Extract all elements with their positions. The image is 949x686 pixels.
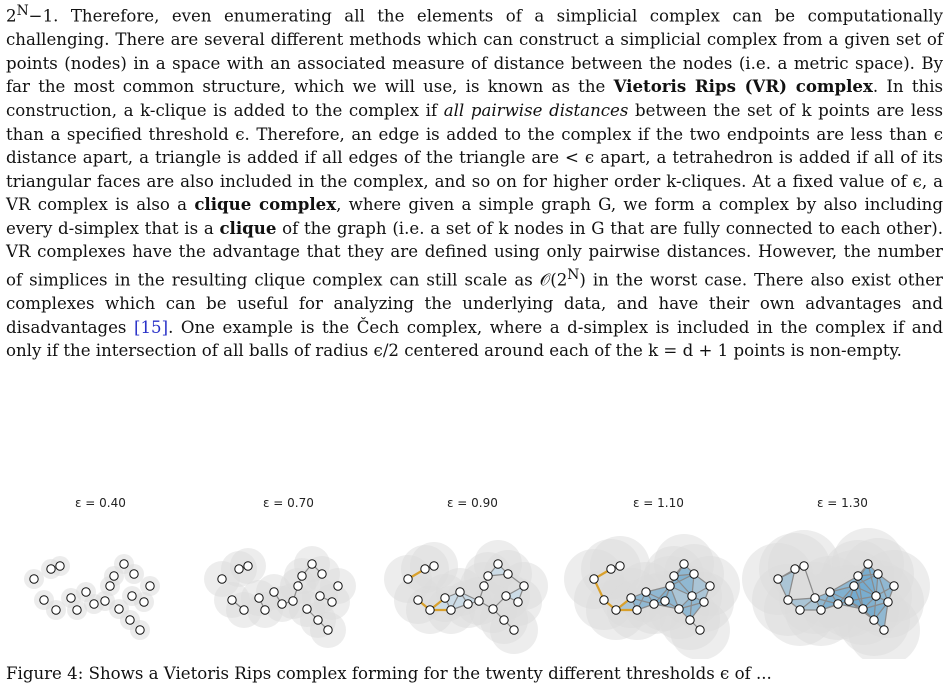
graph-node	[289, 597, 297, 605]
graph-node	[126, 616, 134, 624]
graph-node	[40, 596, 48, 604]
graph-node	[106, 582, 114, 590]
graph-node	[642, 588, 650, 596]
graph-node	[136, 626, 144, 634]
graph-node	[426, 606, 434, 614]
graph-node	[675, 605, 683, 613]
graph-node	[30, 575, 38, 583]
graph-node	[130, 570, 138, 578]
graph-node	[514, 598, 522, 606]
graph-node	[650, 600, 658, 608]
panel-title-5: ε = 1.30	[817, 496, 868, 510]
graph-node	[316, 592, 324, 600]
graph-node	[120, 560, 128, 568]
graph-node	[240, 606, 248, 614]
graph-node	[218, 575, 226, 583]
graph-node	[706, 582, 714, 590]
graph-node	[447, 606, 455, 614]
graph-node	[688, 592, 696, 600]
graph-node	[298, 572, 306, 580]
emphasis: all pairwise distances	[443, 100, 629, 120]
graph-node	[666, 582, 674, 590]
graph-node	[115, 605, 123, 613]
graph-node	[255, 594, 263, 602]
graph-node	[73, 606, 81, 614]
panel-title-4: ε = 1.10	[633, 496, 684, 510]
graph-node	[520, 582, 528, 590]
graph-node	[334, 582, 342, 590]
graph-node	[480, 582, 488, 590]
vr-complex-panels	[0, 484, 949, 659]
graph-node	[859, 605, 867, 613]
term-vietoris-rips: Vietoris Rips (VR) complex	[613, 76, 873, 97]
graph-node	[854, 572, 862, 580]
text-span: . One example is the Čech complex, where a d-simplex is included in the complex if and only if the intersection of all balls of radius ϵ/2 centered around each of the k = d + 1 points is non-empty.	[6, 317, 943, 361]
graph-node	[774, 575, 782, 583]
graph-node	[56, 562, 64, 570]
graph-node	[500, 616, 508, 624]
graph-node	[47, 565, 55, 573]
text-span: ) in the worst case. There also exist other complexes which can be useful for analyzing the underlying data, and have their own advantages and disadvantages	[6, 270, 943, 337]
graph-node	[680, 560, 688, 568]
graph-node	[244, 562, 252, 570]
graph-node	[464, 600, 472, 608]
graph-node	[421, 565, 429, 573]
graph-node	[700, 598, 708, 606]
graph-node	[456, 588, 464, 596]
graph-node	[817, 606, 825, 614]
text-span: . In this construction, a k-clique is added to the complex if	[6, 77, 944, 120]
graph-node	[261, 606, 269, 614]
body-paragraph	[6, 0, 943, 363]
graph-node	[686, 616, 694, 624]
figure-vr-complex	[0, 484, 949, 659]
graph-node	[502, 592, 510, 600]
graph-node	[484, 572, 492, 580]
graph-node	[294, 582, 302, 590]
graph-node	[661, 597, 669, 605]
graph-node	[404, 575, 412, 583]
graph-node	[884, 598, 892, 606]
graph-node	[67, 594, 75, 602]
graph-node	[690, 570, 698, 578]
graph-node	[696, 626, 704, 634]
graph-node	[146, 582, 154, 590]
graph-node	[328, 598, 336, 606]
graph-node	[489, 605, 497, 613]
graph-node	[430, 562, 438, 570]
text-span: −1. Therefore, even enumerating all the elements of a simplicial complex can be computationally challenging. There are several different methods which can construct a simplicial complex from a given set of points (nodes) in a space with an associated measure of distance between the nodes (i.e. a metric space). By far the most common structure, which we will use, is known as the	[6, 6, 943, 97]
graph-node	[616, 562, 624, 570]
term-clique-complex: clique complex	[194, 194, 337, 215]
graph-node	[510, 626, 518, 634]
superscript: N	[567, 267, 580, 284]
graph-node	[110, 572, 118, 580]
graph-node	[52, 606, 60, 614]
graph-node	[607, 565, 615, 573]
figure-caption: Figure 4: Shows a Vietoris Rips complex forming for the twenty different thresholds ϵ of ...	[6, 664, 772, 683]
graph-node	[800, 562, 808, 570]
graph-node	[890, 582, 898, 590]
graph-node	[796, 606, 804, 614]
graph-node	[228, 596, 236, 604]
graph-node	[590, 575, 598, 583]
graph-node	[308, 560, 316, 568]
graph-node	[811, 594, 819, 602]
graph-node	[414, 596, 422, 604]
graph-node	[314, 616, 322, 624]
graph-node	[600, 596, 608, 604]
graph-node	[670, 572, 678, 580]
panel-title-3: ε = 0.90	[447, 496, 498, 510]
graph-node	[303, 605, 311, 613]
graph-node	[784, 596, 792, 604]
graph-node	[318, 570, 326, 578]
graph-node	[633, 606, 641, 614]
graph-node	[494, 560, 502, 568]
text-span: between the set of k points are less than a specified threshold ϵ. Therefore, an edge is added to the complex if the two endpoints are less than ϵ distance apart, a triangle is added if all edges of the triangle are < ϵ apart, a tetrahedron is added if all of its triangular faces are also included in the complex, and so on for higher order k-cliques. At a fixed value of ϵ, a VR complex is also a	[6, 100, 943, 215]
graph-node	[278, 600, 286, 608]
graph-node	[870, 616, 878, 624]
graph-node	[324, 626, 332, 634]
graph-node	[441, 594, 449, 602]
term-clique: clique	[219, 217, 277, 238]
superscript: N	[16, 3, 29, 19]
graph-node	[791, 565, 799, 573]
graph-node	[475, 597, 483, 605]
graph-node	[612, 606, 620, 614]
graph-node	[880, 626, 888, 634]
graph-node	[872, 592, 880, 600]
graph-node	[82, 588, 90, 596]
graph-node	[826, 588, 834, 596]
graph-node	[864, 560, 872, 568]
graph-node	[504, 570, 512, 578]
panel-title-2: ε = 0.70	[263, 496, 314, 510]
text-span: , where given a simple graph G, we form a complex by also including every d-simplex that is a	[6, 195, 943, 238]
citation-link[interactable]: [15]	[133, 317, 169, 337]
panel-title-1: ε = 0.40	[75, 496, 126, 510]
graph-node	[874, 570, 882, 578]
graph-node	[627, 594, 635, 602]
graph-node	[850, 582, 858, 590]
text-span: 2	[6, 6, 17, 26]
graph-node	[128, 592, 136, 600]
graph-node	[834, 600, 842, 608]
graph-node	[101, 597, 109, 605]
graph-node	[90, 600, 98, 608]
graph-node	[235, 565, 243, 573]
graph-node	[270, 588, 278, 596]
graph-node	[140, 598, 148, 606]
graph-node	[845, 597, 853, 605]
text-span: of the graph (i.e. a set of k nodes in G that are fully connected to each other). VR complexes have the advantage that they are defined using only pairwise distances. However, the number of simplices in the resulting clique complex can still scale as 𝒪(2	[6, 218, 943, 290]
